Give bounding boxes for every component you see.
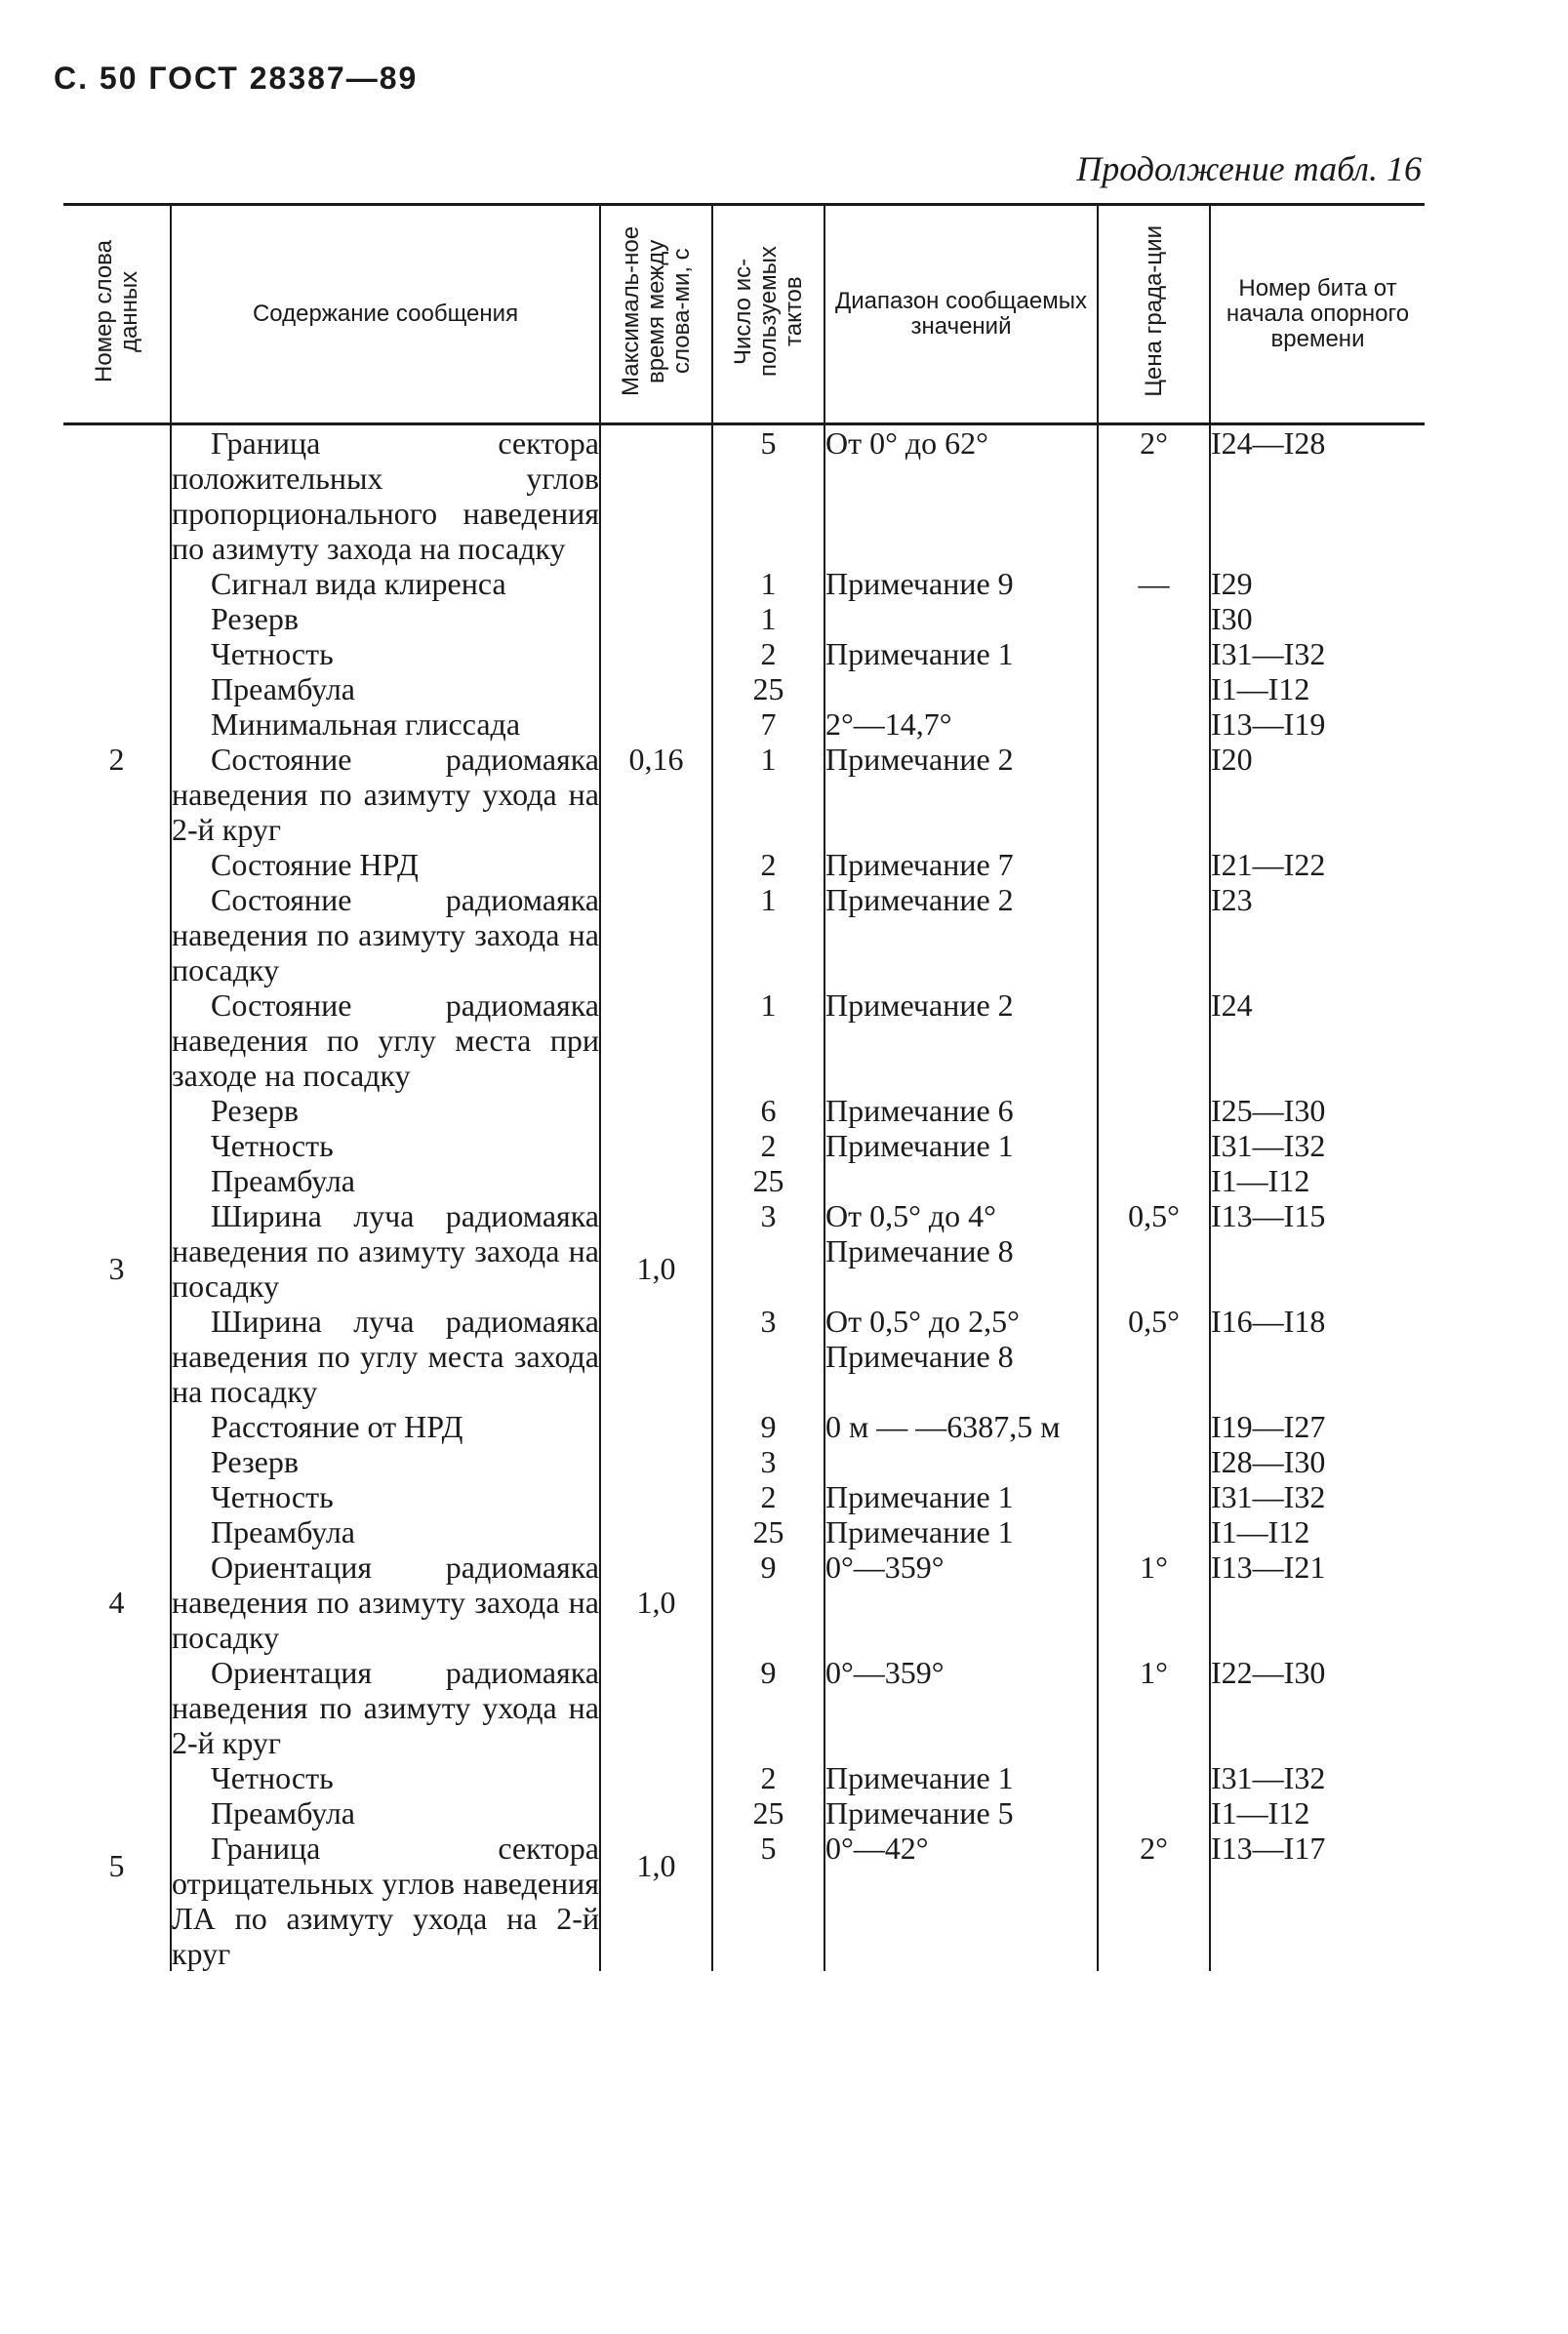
word-number-cell: 2 bbox=[108, 742, 125, 777]
range-value: Примечание 7 bbox=[825, 847, 1014, 882]
range-value: 2°—14,7° bbox=[825, 706, 952, 742]
message-item: Ширина луча радиомаяка наведения по азимуту захода на посадку bbox=[172, 1198, 599, 1304]
column-header-max-time: Максималь-ное время между слова-ми, с bbox=[600, 205, 712, 424]
gradation-value bbox=[1099, 1479, 1209, 1514]
word-number-cell: 5 bbox=[108, 1848, 125, 1883]
bit-number-cell bbox=[1210, 424, 1425, 1094]
takts-value: 7 bbox=[760, 706, 777, 742]
message-item: Граница сектора положительных углов пропорционального наведения по азимуту захода на посадку bbox=[172, 425, 599, 566]
range-value: Примечание 1 bbox=[825, 1479, 1014, 1514]
bit-range-value: I29 bbox=[1211, 566, 1253, 601]
column-header-word-number: Номер слова данных bbox=[63, 205, 171, 424]
bit-range-value: I23 bbox=[1211, 882, 1253, 917]
gradation-cell bbox=[1098, 1444, 1210, 1760]
takts-value: 2 bbox=[760, 1760, 777, 1795]
page-header: С. 50 ГОСТ 28387—89 bbox=[54, 60, 419, 96]
range-value bbox=[825, 671, 1097, 706]
column-header-range: Диапазон сообщаемых значений bbox=[824, 205, 1098, 424]
range-cell bbox=[824, 1760, 1098, 1971]
range-value: От 0° до 62° bbox=[825, 425, 988, 461]
word-group-row bbox=[63, 1444, 1425, 1760]
max-interval-cell: 1,0 bbox=[600, 1760, 712, 1971]
message-item: Ориентация радиомаяка наведения по азимуту захода на посадку bbox=[172, 1549, 599, 1655]
column-header-takts: Число ис-пользуемых тактов bbox=[712, 205, 824, 424]
data-words-table bbox=[63, 203, 1425, 1971]
gradation-value bbox=[1099, 1409, 1209, 1444]
word-number-cell: 3 bbox=[108, 1251, 125, 1286]
takts-cell bbox=[712, 1093, 824, 1444]
takts-value: 9 bbox=[760, 1655, 777, 1690]
gradation-value bbox=[1099, 847, 1209, 882]
range-value: Примечание 1 bbox=[825, 1514, 1014, 1549]
message-item: Сигнал вида клиренса bbox=[211, 566, 506, 601]
gradation-value bbox=[1099, 882, 1209, 987]
takts-cell bbox=[712, 424, 824, 1094]
bit-range-value: I22—I30 bbox=[1211, 1655, 1326, 1690]
range-value: 0 м — —6387,5 м bbox=[825, 1409, 1061, 1444]
max-interval-cell: 1,0 bbox=[600, 1093, 712, 1444]
takts-value: 1 bbox=[760, 882, 777, 917]
bit-number-cell bbox=[1210, 1093, 1425, 1444]
takts-value: 1 bbox=[760, 742, 777, 777]
message-item: Четность bbox=[211, 1760, 334, 1795]
bit-number-cell bbox=[1210, 1444, 1425, 1760]
bit-range-value: I31—I32 bbox=[1211, 1128, 1326, 1163]
range-value bbox=[825, 1163, 1097, 1198]
takts-value: 2 bbox=[760, 847, 777, 882]
gradation-value bbox=[1099, 1093, 1209, 1128]
bit-range-value: I30 bbox=[1211, 601, 1253, 636]
bit-range-value: I13—I19 bbox=[1211, 706, 1326, 742]
message-item: Ширина луча радиомаяка наведения по углу места захода на посадку bbox=[172, 1304, 599, 1409]
gradation-value bbox=[1099, 1795, 1209, 1831]
range-value: Примечание 1 bbox=[825, 1128, 1014, 1163]
takts-value: 25 bbox=[752, 1163, 784, 1198]
message-content-cell bbox=[171, 1760, 600, 1971]
range-cell bbox=[824, 1093, 1098, 1444]
table-header-row bbox=[63, 205, 1425, 424]
message-content-cell bbox=[171, 424, 600, 1094]
table-body bbox=[63, 424, 1425, 1972]
message-item: Преамбула bbox=[211, 1795, 355, 1831]
takts-value: 9 bbox=[760, 1409, 777, 1444]
message-item: Граница сектора отрицательных углов наведения ЛА по азимуту ухода на 2-й круг bbox=[172, 1831, 599, 1971]
bit-range-value: I1—I12 bbox=[1211, 671, 1310, 706]
column-header-gradation: Цена града-ции bbox=[1098, 205, 1210, 424]
column-header-bit-number: Номер бита от начала опорного времени bbox=[1210, 205, 1425, 424]
gradation-value bbox=[1099, 601, 1209, 636]
takts-value: 5 bbox=[760, 425, 777, 461]
gradation-value bbox=[1099, 1514, 1209, 1549]
bit-range-value: I31—I32 bbox=[1211, 1760, 1326, 1795]
range-cell bbox=[824, 1444, 1098, 1760]
gradation-value: 0,5° bbox=[1128, 1304, 1180, 1339]
takts-cell bbox=[712, 1760, 824, 1971]
takts-value: 25 bbox=[752, 1795, 784, 1831]
message-item: Преамбула bbox=[211, 1514, 355, 1549]
bit-range-value: I20 bbox=[1211, 742, 1253, 777]
message-item: Четность bbox=[211, 636, 334, 671]
message-item: Состояние радиомаяка наведения по азимуту ухода на 2-й круг bbox=[172, 742, 599, 847]
range-value: Примечание 1 bbox=[825, 636, 1014, 671]
gradation-value bbox=[1099, 1760, 1209, 1795]
bit-range-value: I1—I12 bbox=[1211, 1163, 1310, 1198]
bit-range-value: I1—I12 bbox=[1211, 1795, 1310, 1831]
gradation-value bbox=[1099, 636, 1209, 671]
bit-range-value: I25—I30 bbox=[1211, 1093, 1326, 1128]
gradation-value bbox=[1099, 671, 1209, 706]
max-interval-cell: 1,0 bbox=[600, 1444, 712, 1760]
range-value: Примечание 2 bbox=[825, 987, 1014, 1023]
message-item: Преамбула bbox=[211, 671, 355, 706]
bit-range-value: I31—I32 bbox=[1211, 1479, 1326, 1514]
table-continuation-label: Продолжение табл. 16 bbox=[1076, 149, 1422, 188]
takts-value: 3 bbox=[760, 1444, 777, 1479]
gradation-value bbox=[1099, 987, 1209, 1093]
message-item: Преамбула bbox=[211, 1163, 355, 1198]
takts-value: 25 bbox=[752, 1514, 784, 1549]
takts-cell bbox=[712, 1444, 824, 1760]
gradation-value bbox=[1099, 1163, 1209, 1198]
range-value: 0°—42° bbox=[825, 1831, 929, 1866]
message-item: Состояние НРД bbox=[211, 847, 419, 882]
message-item: Четность bbox=[211, 1479, 334, 1514]
gradation-value bbox=[1099, 1444, 1209, 1479]
message-item: Резерв bbox=[211, 1444, 299, 1479]
word-number-cell: 4 bbox=[108, 1585, 125, 1620]
takts-value: 1 bbox=[760, 566, 777, 601]
takts-value: 1 bbox=[760, 601, 777, 636]
bit-range-value: I13—I17 bbox=[1211, 1831, 1326, 1866]
gradation-value bbox=[1099, 742, 1209, 847]
column-header-content: Содержание сообщения bbox=[171, 205, 600, 424]
bit-range-value: I31—I32 bbox=[1211, 636, 1326, 671]
bit-range-value: I21—I22 bbox=[1211, 847, 1326, 882]
takts-value: 5 bbox=[760, 1831, 777, 1866]
takts-value: 6 bbox=[760, 1093, 777, 1128]
message-content-cell bbox=[171, 1093, 600, 1444]
gradation-cell bbox=[1098, 1760, 1210, 1971]
gradation-value: 2° bbox=[1140, 1831, 1168, 1866]
bit-range-value: I28—I30 bbox=[1211, 1444, 1326, 1479]
word-group-row bbox=[63, 1760, 1425, 1971]
bit-range-value: I16—I18 bbox=[1211, 1304, 1326, 1339]
message-item: Резерв bbox=[211, 601, 299, 636]
range-value: 0°—359° bbox=[825, 1549, 945, 1585]
bit-range-value: I1—I12 bbox=[1211, 1514, 1310, 1549]
takts-value: 2 bbox=[760, 636, 777, 671]
gradation-cell bbox=[1098, 1093, 1210, 1444]
gradation-value: — bbox=[1138, 566, 1170, 601]
takts-value: 25 bbox=[752, 671, 784, 706]
gradation-value: 1° bbox=[1140, 1655, 1168, 1690]
takts-value: 2 bbox=[760, 1128, 777, 1163]
gradation-cell bbox=[1098, 424, 1210, 1094]
takts-value: 3 bbox=[760, 1198, 777, 1233]
range-cell bbox=[824, 424, 1098, 1094]
message-item: Резерв bbox=[211, 1093, 299, 1128]
gradation-value: 2° bbox=[1140, 425, 1168, 461]
range-value bbox=[825, 601, 1097, 636]
message-item: Состояние радиомаяка наведения по азимуту захода на посадку bbox=[172, 882, 599, 987]
range-value: Примечание 2 bbox=[825, 882, 1014, 917]
word-group-row bbox=[63, 424, 1425, 1094]
bit-number-cell bbox=[1210, 1760, 1425, 1971]
word-group-row bbox=[63, 1093, 1425, 1444]
takts-value: 1 bbox=[760, 987, 777, 1023]
message-item: Состояние радиомаяка наведения по углу места при заходе на посадку bbox=[172, 987, 599, 1093]
message-item: Четность bbox=[211, 1128, 334, 1163]
bit-range-value: I19—I27 bbox=[1211, 1409, 1326, 1444]
gradation-value: 1° bbox=[1140, 1549, 1168, 1585]
range-value: Примечание 1 bbox=[825, 1760, 1014, 1795]
takts-value: 2 bbox=[760, 1479, 777, 1514]
gradation-value: 0,5° bbox=[1128, 1198, 1180, 1233]
message-item: Расстояние от НРД bbox=[211, 1409, 463, 1444]
message-item: Ориентация радиомаяка наведения по азимуту ухода на 2-й круг bbox=[172, 1655, 599, 1760]
range-value: Примечание 9 bbox=[825, 566, 1014, 601]
bit-range-value: I13—I15 bbox=[1211, 1198, 1326, 1233]
bit-range-value: I13—I21 bbox=[1211, 1549, 1326, 1585]
max-interval-cell: 0,16 bbox=[600, 424, 712, 1094]
range-value: От 0,5° до 2,5° Примечание 8 bbox=[825, 1304, 1020, 1374]
message-content-cell bbox=[171, 1444, 600, 1760]
range-value: Примечание 5 bbox=[825, 1795, 1014, 1831]
range-value: Примечание 6 bbox=[825, 1093, 1014, 1128]
range-value bbox=[825, 1444, 1097, 1479]
gradation-value bbox=[1099, 706, 1209, 742]
bit-range-value: I24 bbox=[1211, 987, 1253, 1023]
message-item: Минимальная глиссада bbox=[211, 706, 521, 742]
range-value: От 0,5° до 4° Примечание 8 bbox=[825, 1198, 1014, 1268]
range-value: 0°—359° bbox=[825, 1655, 945, 1690]
range-value: Примечание 2 bbox=[825, 742, 1014, 777]
gradation-value bbox=[1099, 1128, 1209, 1163]
bit-range-value: I24—I28 bbox=[1211, 425, 1326, 461]
takts-value: 9 bbox=[760, 1549, 777, 1585]
takts-value: 3 bbox=[760, 1304, 777, 1339]
